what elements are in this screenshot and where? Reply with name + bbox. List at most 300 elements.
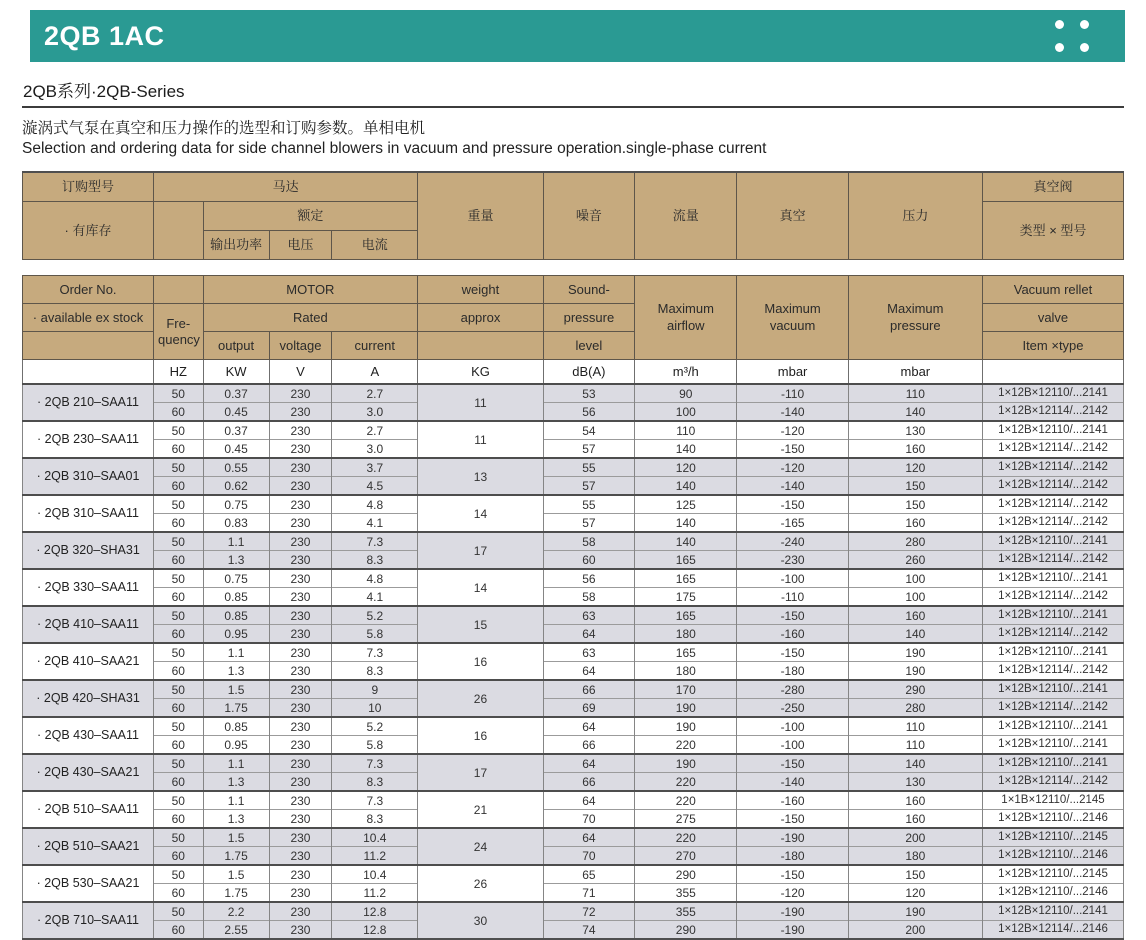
output-cell: 1.1 (203, 643, 269, 662)
freq-cell: 50 (154, 569, 204, 588)
current-cell: 12.8 (332, 921, 418, 940)
output-cell: 1.3 (203, 773, 269, 792)
voltage-cell: 230 (269, 680, 332, 699)
sound-cell: 57 (543, 440, 634, 459)
header-vacuum-cn: 真空 (737, 172, 848, 260)
dot-icon (1080, 43, 1089, 52)
pressure-cell: 140 (848, 625, 982, 644)
header-frequency-en (154, 304, 204, 360)
valve: 1×12B×12114/...2142 (982, 403, 1123, 422)
header-weight-cn: 重量 (418, 172, 544, 260)
output-cell: 0.75 (203, 569, 269, 588)
sound-cell: 60 (543, 551, 634, 570)
header-voltage-en: voltage (269, 332, 332, 360)
pressure-cell: 100 (848, 569, 982, 588)
freq-cell: 50 (154, 828, 204, 847)
valve: 1×12B×12110/...2146 (982, 810, 1123, 829)
title-bar (30, 10, 1125, 62)
output-cell: 1.5 (203, 680, 269, 699)
vacuum-cell: -140 (737, 403, 848, 422)
current-cell: 2.7 (332, 384, 418, 403)
valve: 1×12B×12114/...2142 (982, 699, 1123, 718)
output-cell: 0.83 (203, 514, 269, 533)
current-cell: 8.3 (332, 662, 418, 681)
header-rated-en: Rated (203, 304, 418, 332)
unit-db: dB(A) (543, 360, 634, 385)
voltage-cell: 230 (269, 662, 332, 681)
header-sound-en-2: pressure (543, 304, 634, 332)
output-cell: 1.75 (203, 699, 269, 718)
table-row (23, 754, 1124, 773)
vacuum-cell: -150 (737, 810, 848, 829)
header-rated-cn: 额定 (203, 202, 418, 231)
wt: 30 (418, 902, 544, 939)
output-cell: 2.2 (203, 902, 269, 921)
current-cell: 5.2 (332, 717, 418, 736)
voltage-cell: 230 (269, 810, 332, 829)
wt: 24 (418, 828, 544, 865)
header-sound-en-1: Sound- (543, 276, 634, 304)
sound-cell: 74 (543, 921, 634, 940)
wt: 26 (418, 865, 544, 902)
airflow-cell: 165 (635, 569, 737, 588)
unit-mbar-pressure: mbar (848, 360, 982, 385)
voltage-cell: 230 (269, 699, 332, 718)
pressure-cell: 190 (848, 643, 982, 662)
airflow-cell: 275 (635, 810, 737, 829)
valve: 1×12B×12110/...2141 (982, 754, 1123, 773)
freq-cell: 60 (154, 921, 204, 940)
valve: 1×12B×12110/...2141 (982, 606, 1123, 625)
vacuum-cell: -150 (737, 865, 848, 884)
unit-kw: KW (203, 360, 269, 385)
unit-a: A (332, 360, 418, 385)
current-cell: 8.3 (332, 551, 418, 570)
unit-empty (982, 360, 1123, 385)
valve: 1×12B×12110/...2141 (982, 902, 1123, 921)
voltage-cell: 230 (269, 773, 332, 792)
vacuum-cell: -180 (737, 847, 848, 866)
voltage-cell: 230 (269, 921, 332, 940)
freq-cell: 60 (154, 810, 204, 829)
vacuum-cell: -190 (737, 902, 848, 921)
header-empty-cell (23, 332, 154, 360)
airflow-cell: 220 (635, 828, 737, 847)
model: · 2QB 310–SAA01 (23, 458, 154, 495)
table-row (23, 699, 1124, 718)
current-cell: 11.2 (332, 847, 418, 866)
freq-cell: 50 (154, 495, 204, 514)
wt: 13 (418, 458, 544, 495)
table-row (23, 477, 1124, 496)
airflow-cell: 120 (635, 458, 737, 477)
pressure-cell: 130 (848, 421, 982, 440)
vacuum-cell: -160 (737, 625, 848, 644)
freq-cell: 60 (154, 440, 204, 459)
wt: 15 (418, 606, 544, 643)
valve: 1×12B×12110/...2141 (982, 717, 1123, 736)
pressure-cell: 200 (848, 828, 982, 847)
valve: 1×12B×12114/...2142 (982, 551, 1123, 570)
table-row (23, 884, 1124, 903)
table-row (23, 847, 1124, 866)
voltage-cell: 230 (269, 384, 332, 403)
model: · 2QB 510–SAA21 (23, 828, 154, 865)
current-cell: 4.8 (332, 495, 418, 514)
pressure-cell: 160 (848, 606, 982, 625)
header-max-airflow-en: Maximum airflow (635, 276, 737, 360)
header-approx-en: approx (418, 304, 544, 332)
airflow-cell: 140 (635, 532, 737, 551)
header-order-no-en: Order No. (23, 276, 154, 304)
vacuum-cell: -150 (737, 754, 848, 773)
airflow-cell: 90 (635, 384, 737, 403)
valve: 1×12B×12114/...2142 (982, 773, 1123, 792)
airflow-cell: 355 (635, 884, 737, 903)
valve: 1×12B×12114/...2142 (982, 495, 1123, 514)
header-vacuum-valve-cn: 真空阀 (982, 172, 1123, 202)
table-row (23, 736, 1124, 755)
vacuum-cell: -150 (737, 440, 848, 459)
sound-cell: 56 (543, 569, 634, 588)
model: · 2QB 710–SAA11 (23, 902, 154, 939)
sound-cell: 69 (543, 699, 634, 718)
content (22, 77, 1124, 940)
vacuum-cell: -150 (737, 606, 848, 625)
current-cell: 5.8 (332, 625, 418, 644)
header-motor-en: MOTOR (203, 276, 418, 304)
header-valve-en-3: Item ×type (982, 332, 1123, 360)
freq-cell: 60 (154, 477, 204, 496)
freq-cell: 50 (154, 902, 204, 921)
valve: 1×12B×12110/...2145 (982, 865, 1123, 884)
freq-cell: 50 (154, 384, 204, 403)
output-cell: 0.62 (203, 477, 269, 496)
freq-cell: 50 (154, 643, 204, 662)
sound-cell: 63 (543, 606, 634, 625)
vacuum-cell: -140 (737, 477, 848, 496)
voltage-cell: 230 (269, 884, 332, 903)
header-empty-cell (154, 276, 204, 304)
voltage-cell: 230 (269, 865, 332, 884)
airflow-cell: 220 (635, 773, 737, 792)
pressure-cell: 190 (848, 662, 982, 681)
pressure-cell: 200 (848, 921, 982, 940)
subtitle-chinese: 漩涡式气泵在真空和压力操作的选型和订购参数。单相电机 (22, 120, 426, 137)
header-in-stock-en: · available ex stock (23, 304, 154, 332)
header-empty-cell (154, 202, 204, 260)
header-output-en: output (203, 332, 269, 360)
table-row (23, 384, 1124, 403)
current-cell: 10.4 (332, 828, 418, 847)
vacuum-cell: -100 (737, 717, 848, 736)
table-row (23, 606, 1124, 625)
header-valve-en-1: Vacuum rellet (982, 276, 1123, 304)
output-cell: 0.75 (203, 495, 269, 514)
series-label: 2QB系列·2QB-Series (22, 77, 1124, 108)
output-cell: 1.3 (203, 551, 269, 570)
table-body (23, 384, 1124, 939)
header-current-cn: 电流 (332, 231, 418, 260)
output-cell: 1.3 (203, 662, 269, 681)
model: · 2QB 430–SAA11 (23, 717, 154, 754)
model: · 2QB 510–SAA11 (23, 791, 154, 828)
dot-icon (1055, 20, 1064, 29)
airflow-cell: 165 (635, 606, 737, 625)
current-cell: 3.7 (332, 458, 418, 477)
header-gap-row (23, 260, 1124, 276)
wt: 21 (418, 791, 544, 828)
valve: 1×12B×12114/...2142 (982, 440, 1123, 459)
valve: 1×12B×12114/...2142 (982, 625, 1123, 644)
output-cell: 1.5 (203, 865, 269, 884)
pressure-cell: 150 (848, 477, 982, 496)
sound-cell: 58 (543, 588, 634, 607)
valve: 1×12B×12110/...2146 (982, 884, 1123, 903)
unit-m3h: m³/h (635, 360, 737, 385)
table-row (23, 514, 1124, 533)
voltage-cell: 230 (269, 828, 332, 847)
output-cell: 1.1 (203, 754, 269, 773)
freq-cell: 50 (154, 532, 204, 551)
vacuum-cell: -110 (737, 384, 848, 403)
table-row (23, 643, 1124, 662)
sound-cell: 63 (543, 643, 634, 662)
header-motor-cn: 马达 (154, 172, 418, 202)
pressure-cell: 110 (848, 384, 982, 403)
freq-cell: 60 (154, 884, 204, 903)
pressure-cell: 280 (848, 699, 982, 718)
model: · 2QB 410–SAA21 (23, 643, 154, 680)
pressure-cell: 160 (848, 514, 982, 533)
voltage-cell: 230 (269, 551, 332, 570)
model: · 2QB 420–SHA31 (23, 680, 154, 717)
current-cell: 8.3 (332, 810, 418, 829)
output-cell: 1.75 (203, 884, 269, 903)
current-cell: 4.5 (332, 477, 418, 496)
sound-cell: 66 (543, 736, 634, 755)
table-row (23, 865, 1124, 884)
pressure-cell: 180 (848, 847, 982, 866)
valve: 1×12B×12114/...2142 (982, 662, 1123, 681)
airflow-cell: 140 (635, 440, 737, 459)
subtitle-english: Selection and ordering data for side channel blowers in vacuum and pressure operation.single-phase current (22, 140, 767, 157)
freq-cell: 60 (154, 847, 204, 866)
model: · 2QB 410–SAA11 (23, 606, 154, 643)
pressure-cell: 120 (848, 884, 982, 903)
sound-cell: 55 (543, 495, 634, 514)
current-cell: 4.1 (332, 588, 418, 607)
output-cell: 1.3 (203, 810, 269, 829)
current-cell: 10 (332, 699, 418, 718)
table-row (23, 625, 1124, 644)
current-cell: 8.3 (332, 773, 418, 792)
output-cell: 0.85 (203, 717, 269, 736)
freq-cell: 60 (154, 588, 204, 607)
output-cell: 1.1 (203, 791, 269, 810)
current-cell: 7.3 (332, 791, 418, 810)
model: · 2QB 210–SAA11 (23, 384, 154, 421)
output-cell: 0.85 (203, 588, 269, 607)
valve: 1×12B×12110/...2146 (982, 847, 1123, 866)
vacuum-cell: -100 (737, 569, 848, 588)
pressure-cell: 280 (848, 532, 982, 551)
header-max-vacuum-en: Maximum vacuum (737, 276, 848, 360)
pressure-cell: 130 (848, 773, 982, 792)
header-sound-en-3: level (543, 332, 634, 360)
table-row (23, 717, 1124, 736)
frequency-line-2: quency (158, 331, 200, 347)
sound-cell: 71 (543, 884, 634, 903)
sound-cell: 64 (543, 754, 634, 773)
airflow-cell: 140 (635, 477, 737, 496)
table-row (23, 551, 1124, 570)
pressure-cell: 160 (848, 810, 982, 829)
pressure-cell: 100 (848, 588, 982, 607)
wt: 16 (418, 643, 544, 680)
sound-cell: 54 (543, 421, 634, 440)
unit-empty (23, 360, 154, 385)
table-row (23, 440, 1124, 459)
header-type-model-cn: 类型 × 型号 (982, 202, 1123, 260)
airflow-cell: 140 (635, 514, 737, 533)
sound-cell: 70 (543, 810, 634, 829)
units-row (23, 360, 1124, 385)
pressure-cell: 110 (848, 717, 982, 736)
gap-cell (23, 260, 1124, 276)
wt: 11 (418, 421, 544, 458)
valve: 1×12B×12110/...2141 (982, 421, 1123, 440)
airflow-cell: 190 (635, 717, 737, 736)
pressure-cell: 150 (848, 865, 982, 884)
voltage-cell: 230 (269, 532, 332, 551)
freq-cell: 60 (154, 773, 204, 792)
header-row-cn-1 (23, 172, 1124, 202)
freq-cell: 50 (154, 754, 204, 773)
unit-kg: KG (418, 360, 544, 385)
freq-cell: 60 (154, 403, 204, 422)
voltage-cell: 230 (269, 477, 332, 496)
model: · 2QB 430–SAA21 (23, 754, 154, 791)
header-order-no-cn: 订购型号 (23, 172, 154, 202)
pressure-cell: 160 (848, 791, 982, 810)
catalog-page (0, 10, 1146, 937)
airflow-cell: 290 (635, 921, 737, 940)
model: · 2QB 230–SAA11 (23, 421, 154, 458)
table-row (23, 421, 1124, 440)
sound-cell: 64 (543, 625, 634, 644)
vacuum-cell: -120 (737, 458, 848, 477)
freq-cell: 50 (154, 606, 204, 625)
airflow-cell: 220 (635, 736, 737, 755)
current-cell: 7.3 (332, 643, 418, 662)
header-current-en: current (332, 332, 418, 360)
table-row (23, 662, 1124, 681)
voltage-cell: 230 (269, 421, 332, 440)
sound-cell: 56 (543, 403, 634, 422)
wt: 17 (418, 532, 544, 569)
vacuum-cell: -165 (737, 514, 848, 533)
current-cell: 7.3 (332, 532, 418, 551)
airflow-cell: 190 (635, 754, 737, 773)
output-cell: 1.75 (203, 847, 269, 866)
voltage-cell: 230 (269, 440, 332, 459)
vacuum-cell: -230 (737, 551, 848, 570)
airflow-cell: 220 (635, 791, 737, 810)
pressure-cell: 150 (848, 495, 982, 514)
voltage-cell: 230 (269, 458, 332, 477)
table-row (23, 902, 1124, 921)
airflow-cell: 270 (635, 847, 737, 866)
unit-v: V (269, 360, 332, 385)
vacuum-cell: -240 (737, 532, 848, 551)
voltage-cell: 230 (269, 514, 332, 533)
current-cell: 4.1 (332, 514, 418, 533)
freq-cell: 50 (154, 865, 204, 884)
current-cell: 12.8 (332, 902, 418, 921)
valve: 1×12B×12114/...2142 (982, 458, 1123, 477)
vacuum-cell: -280 (737, 680, 848, 699)
voltage-cell: 230 (269, 495, 332, 514)
voltage-cell: 230 (269, 643, 332, 662)
valve: 1×12B×12110/...2145 (982, 828, 1123, 847)
airflow-cell: 125 (635, 495, 737, 514)
four-dots-icon (1055, 20, 1089, 52)
airflow-cell: 175 (635, 588, 737, 607)
valve: 1×12B×12110/...2141 (982, 384, 1123, 403)
table-row (23, 773, 1124, 792)
voltage-cell: 230 (269, 791, 332, 810)
sound-cell: 57 (543, 477, 634, 496)
sound-cell: 55 (543, 458, 634, 477)
header-voltage-cn: 电压 (269, 231, 332, 260)
header-empty-cell (418, 332, 544, 360)
model: · 2QB 330–SAA11 (23, 569, 154, 606)
vacuum-cell: -190 (737, 828, 848, 847)
airflow-cell: 180 (635, 662, 737, 681)
current-cell: 4.8 (332, 569, 418, 588)
pressure-cell: 120 (848, 458, 982, 477)
page-title: 2QB 1AC (44, 20, 165, 51)
pressure-cell: 290 (848, 680, 982, 699)
airflow-cell: 355 (635, 902, 737, 921)
vacuum-cell: -150 (737, 643, 848, 662)
model: · 2QB 530–SAA21 (23, 865, 154, 902)
output-cell: 1.5 (203, 828, 269, 847)
table-row (23, 588, 1124, 607)
voltage-cell: 230 (269, 588, 332, 607)
vacuum-cell: -190 (737, 921, 848, 940)
airflow-cell: 190 (635, 699, 737, 718)
airflow-cell: 165 (635, 643, 737, 662)
vacuum-cell: -120 (737, 421, 848, 440)
sound-cell: 65 (543, 865, 634, 884)
vacuum-cell: -110 (737, 588, 848, 607)
current-cell: 10.4 (332, 865, 418, 884)
current-cell: 7.3 (332, 754, 418, 773)
pressure-cell: 140 (848, 403, 982, 422)
current-cell: 9 (332, 680, 418, 699)
valve: 1×12B×12110/...2141 (982, 680, 1123, 699)
header-valve-en-2: valve (982, 304, 1123, 332)
output-cell: 0.55 (203, 458, 269, 477)
sound-cell: 64 (543, 662, 634, 681)
table-row (23, 495, 1124, 514)
airflow-cell: 110 (635, 421, 737, 440)
airflow-cell: 170 (635, 680, 737, 699)
wt: 14 (418, 569, 544, 606)
valve: 1×12B×12114/...2142 (982, 477, 1123, 496)
